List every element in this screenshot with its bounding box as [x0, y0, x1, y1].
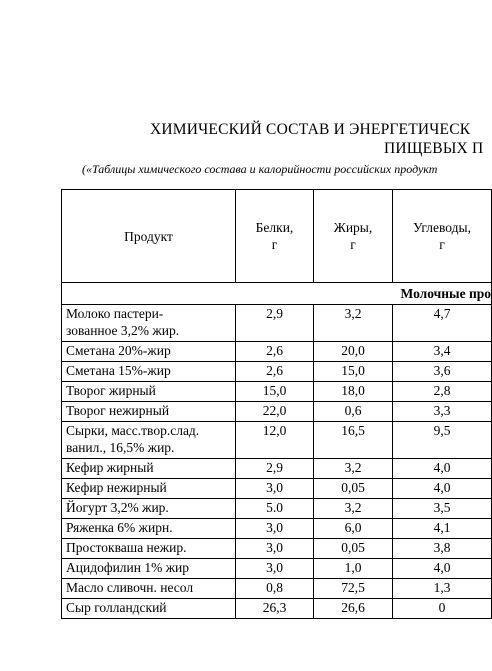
table-row	[62, 382, 492, 402]
table-row	[62, 499, 492, 519]
fat-cell: 0,6	[314, 402, 393, 422]
product-cell: Ацидофилин 1% жир	[62, 559, 236, 579]
table-row	[62, 539, 492, 559]
table-row	[62, 479, 492, 499]
product-cell: Молоко пастери- зованное 3,2% жир.	[62, 305, 236, 342]
fat-cell: 18,0	[314, 382, 393, 402]
product-cell: Йогурт 3,2% жир.	[62, 499, 236, 519]
product-cell: Сыр голландский	[62, 599, 236, 619]
product-cell: Кефир нежирный	[62, 479, 236, 499]
protein-cell: 3,0	[236, 539, 314, 559]
section-label: Молочные про	[62, 283, 492, 305]
table-header-row	[62, 190, 492, 283]
source-citation: («Таблицы химического состава и калорийности российских продукт	[82, 162, 438, 176]
product-cell: Простокваша нежир.	[62, 539, 236, 559]
product-cell: Сырки, масс.твор.слад. ванил., 16,5% жир.	[62, 422, 236, 459]
carbs-cell: 4,0	[393, 479, 492, 499]
protein-cell: 3,0	[236, 479, 314, 499]
fat-cell: 3,2	[314, 499, 393, 519]
carbs-cell: 3,4	[393, 342, 492, 362]
fat-cell: 0,05	[314, 539, 393, 559]
product-cell: Кефир жирный	[62, 459, 236, 479]
document-title-line-2: ПИЩЕВЫХ П	[384, 140, 484, 157]
product-cell: Ряженка 6% жирн.	[62, 519, 236, 539]
document-title-line-1: ХИМИЧЕСКИЙ СОСТАВ И ЭНЕРГЕТИЧЕСК	[150, 121, 471, 138]
carbs-cell: 4,0	[393, 559, 492, 579]
table-row	[62, 559, 492, 579]
table-row	[62, 362, 492, 382]
fat-cell: 26,6	[314, 599, 393, 619]
table-row	[62, 342, 492, 362]
column-header-carbs: Углеводы, г	[393, 190, 492, 283]
fat-cell: 15,0	[314, 362, 393, 382]
table-row	[62, 519, 492, 539]
nutrition-table	[61, 189, 492, 619]
column-header-product: Продукт	[62, 190, 236, 283]
fat-cell: 16,5	[314, 422, 393, 459]
carbs-cell: 3,8	[393, 539, 492, 559]
protein-cell: 22,0	[236, 402, 314, 422]
carbs-cell: 4,7	[393, 305, 492, 342]
table-row	[62, 579, 492, 599]
carbs-cell: 2,8	[393, 382, 492, 402]
protein-cell: 3,0	[236, 559, 314, 579]
table-row	[62, 459, 492, 479]
carbs-cell: 4,1	[393, 519, 492, 539]
fat-cell: 3,2	[314, 305, 393, 342]
product-cell: Сметана 20%-жир	[62, 342, 236, 362]
protein-cell: 26,3	[236, 599, 314, 619]
section-row-dairy	[62, 283, 492, 305]
product-cell: Творог жирный	[62, 382, 236, 402]
fat-cell: 0,05	[314, 479, 393, 499]
protein-cell: 15,0	[236, 382, 314, 402]
protein-cell: 2,6	[236, 362, 314, 382]
protein-cell: 12,0	[236, 422, 314, 459]
protein-cell: 2,6	[236, 342, 314, 362]
column-header-protein: Белки, г	[236, 190, 314, 283]
column-header-fat: Жиры, г	[314, 190, 393, 283]
fat-cell: 72,5	[314, 579, 393, 599]
carbs-cell: 3,6	[393, 362, 492, 382]
table-row	[62, 599, 492, 619]
carbs-cell: 1,3	[393, 579, 492, 599]
table-row	[62, 422, 492, 459]
carbs-cell: 0	[393, 599, 492, 619]
fat-cell: 20,0	[314, 342, 393, 362]
table-row	[62, 402, 492, 422]
carbs-cell: 3,3	[393, 402, 492, 422]
fat-cell: 1,0	[314, 559, 393, 579]
protein-cell: 2,9	[236, 459, 314, 479]
table-row	[62, 305, 492, 342]
protein-cell: 5.0	[236, 499, 314, 519]
product-cell: Творог нежирный	[62, 402, 236, 422]
carbs-cell: 4,0	[393, 459, 492, 479]
carbs-cell: 9,5	[393, 422, 492, 459]
carbs-cell: 3,5	[393, 499, 492, 519]
fat-cell: 6,0	[314, 519, 393, 539]
protein-cell: 2,9	[236, 305, 314, 342]
product-cell: Сметана 15%-жир	[62, 362, 236, 382]
protein-cell: 0,8	[236, 579, 314, 599]
protein-cell: 3,0	[236, 519, 314, 539]
fat-cell: 3,2	[314, 459, 393, 479]
product-cell: Масло сливочн. несол	[62, 579, 236, 599]
